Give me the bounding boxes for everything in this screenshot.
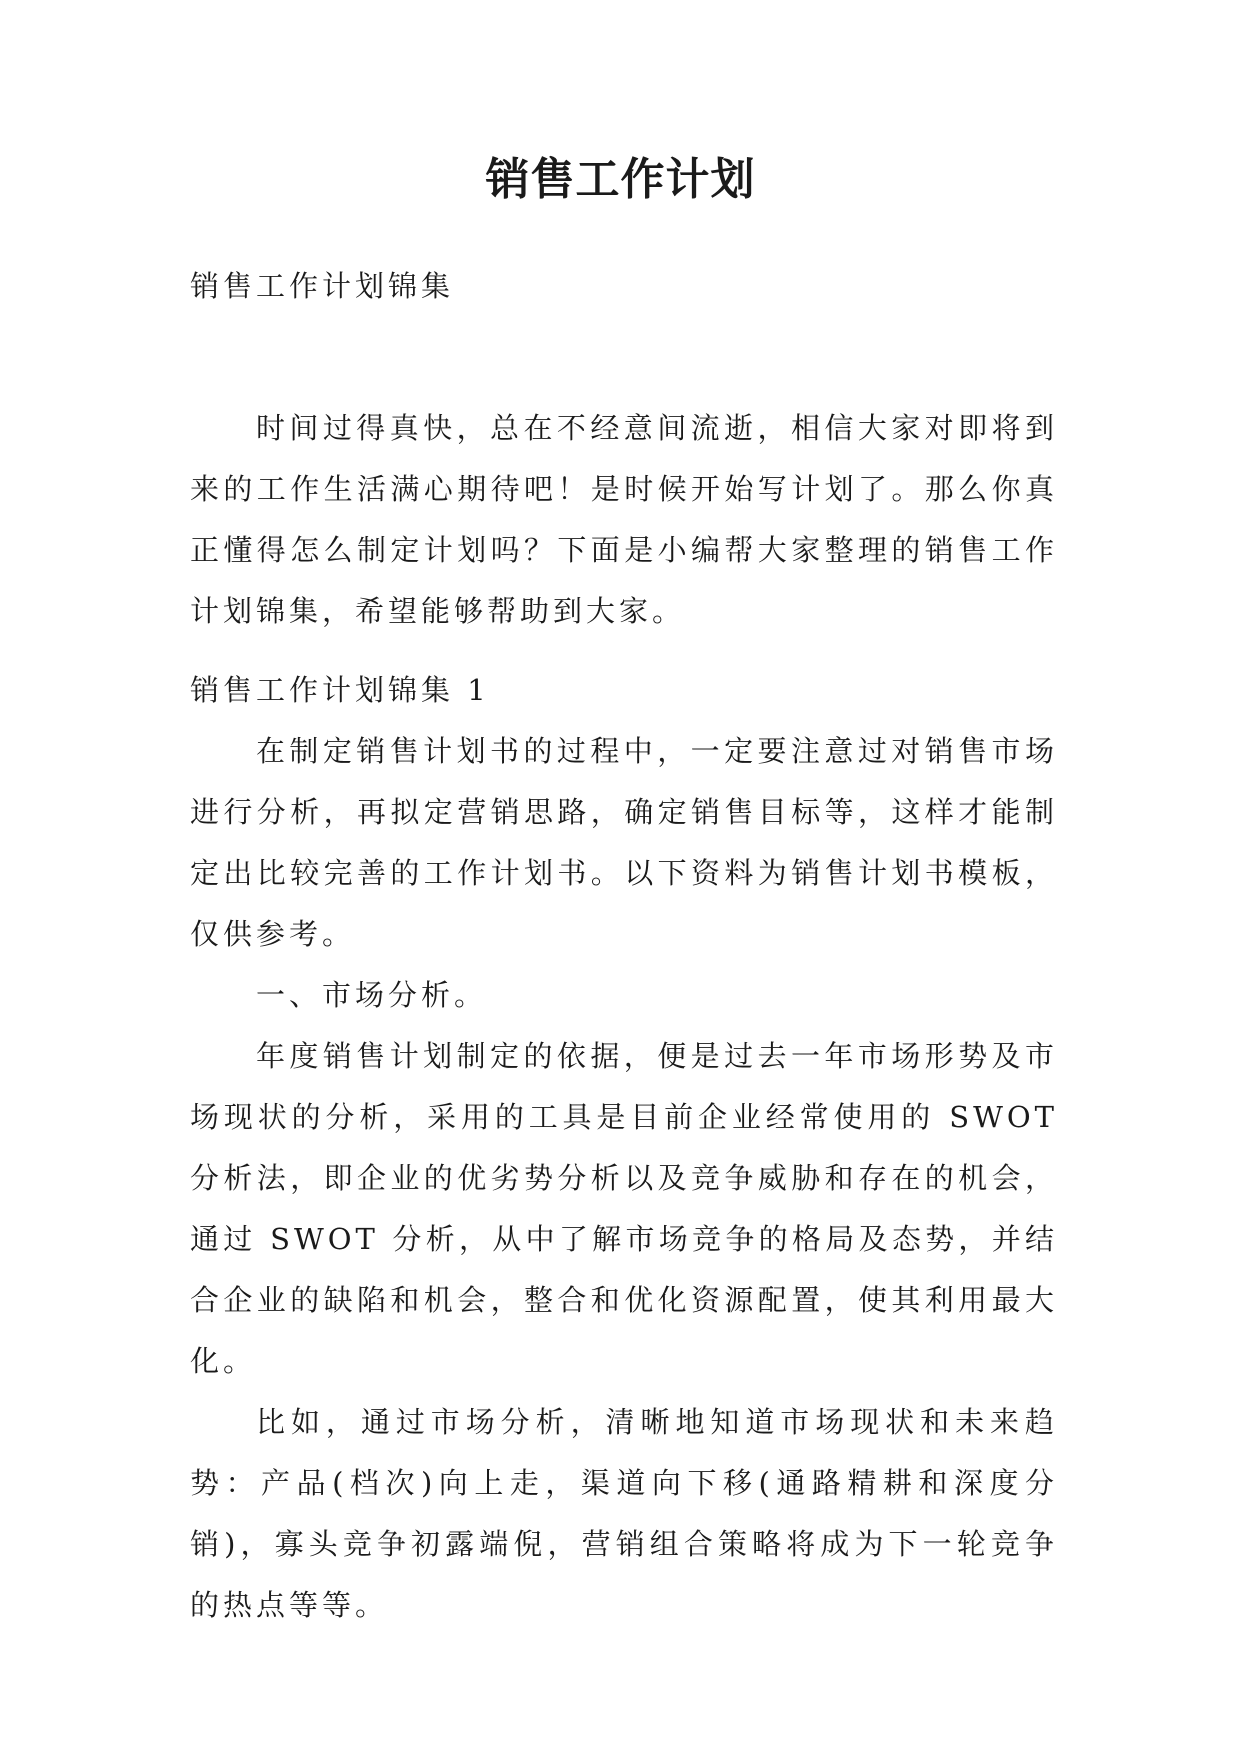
section-heading: 销售工作计划锦集 1 bbox=[190, 673, 490, 707]
paragraph: 一、市场分析。 bbox=[256, 978, 488, 1012]
section-body bbox=[190, 721, 1058, 1636]
page-title: 销售工作计划 bbox=[485, 154, 756, 205]
document-subtitle: 销售工作计划锦集 bbox=[190, 269, 455, 303]
intro-paragraph: 时间过得真快，总在不经意间流逝，相信大家对即将到来的工作生活满心期待吧！是时候开始写计划了。那么你真正懂得怎么制定计划吗？下面是小编帮大家整理的销售工作计划锦集，希望能够帮助到大家。 bbox=[190, 411, 1058, 628]
paragraph: 在制定销售计划书的过程中，一定要注意过对销售市场进行分析，再拟定营销思路，确定销售目标等，这样才能制定出比较完善的工作计划书。以下资料为销售计划书模板，仅供参考。 bbox=[190, 734, 1058, 951]
paragraph: 比如，通过市场分析，清晰地知道市场现状和未来趋势：产品(档次)向上走，渠道向下移(通路精耕和深度分销)，寡头竞争初露端倪，营销组合策略将成为下一轮竞争的热点等等。 bbox=[190, 1405, 1058, 1622]
paragraph: 年度销售计划制定的依据，便是过去一年市场形势及市场现状的分析，采用的工具是目前企业经常使用的 SWOT 分析法，即企业的优劣势分析以及竞争威胁和存在的机会，通过 SWOT 分析，从中了解市场竞争的格局及态势，并结合企业的缺陷和机会，整合和优化资源配置，使其利用最大化。 bbox=[190, 1039, 1058, 1378]
